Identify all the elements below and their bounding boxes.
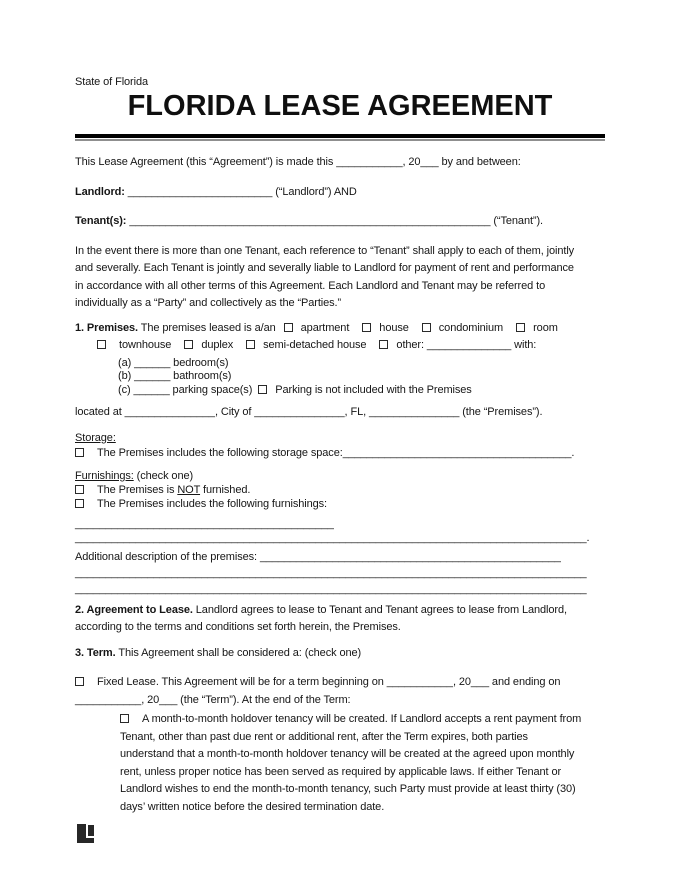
- checkbox-house[interactable]: [362, 323, 371, 332]
- fixed-lease-text: Fixed Lease. This Agreement will be for a term beginning on: [97, 676, 387, 688]
- term-end-date-blank[interactable]: ___________: [75, 693, 142, 706]
- furnishings-heading: [75, 469, 605, 483]
- furnishings-blank-2[interactable]: _____________________________________________________________________________________: [75, 531, 587, 544]
- additional-description-blank-1[interactable]: __________________________________________________: [259, 550, 561, 563]
- agreement-text-1: Landlord agrees to lease to Tenant and Tenant agrees to lease from Landlord,: [192, 603, 567, 616]
- checkbox-room[interactable]: [516, 323, 525, 332]
- furnishings-blank-1[interactable]: ___________________________________________: [75, 517, 334, 530]
- option-room: room: [533, 321, 558, 334]
- landlord-name-blank[interactable]: ________________________: [127, 185, 273, 198]
- intro-year-sep: , 20: [402, 156, 421, 168]
- fixed-sep-2: , 20: [141, 693, 160, 706]
- premises-heading: 1. Premises.: [75, 321, 139, 334]
- landlord-suffix: (“Landlord”) AND: [275, 185, 357, 198]
- checkbox-condominium[interactable]: [422, 323, 431, 332]
- storage-section: [75, 431, 605, 461]
- tenant-line: [75, 213, 605, 231]
- fixed-lease-line-1: [75, 674, 605, 692]
- checkbox-townhouse[interactable]: [97, 340, 106, 349]
- holdover-text: A month-to-month holdover tenancy will be created. If Landlord accepts a rent payment from: [142, 713, 582, 725]
- section-premises: [75, 320, 605, 422]
- fixed-lease-line-2: [75, 692, 605, 710]
- additional-blank-line-3: [75, 581, 605, 597]
- furnishings-blank-line-2: [75, 531, 605, 545]
- checkbox-storage-space[interactable]: [75, 448, 84, 457]
- bedrooms-line: [118, 357, 605, 371]
- item-c-tag: (c): [118, 383, 134, 396]
- parking-not-included-label: Parking is not included with the Premises: [275, 383, 472, 396]
- not-furnished-prefix: The Premises is: [97, 483, 178, 496]
- premises-items: [75, 357, 605, 398]
- bedrooms-label: bedroom(s): [170, 356, 229, 369]
- furnishings-heading-text: Furnishings:: [75, 469, 134, 482]
- not-furnished-line: [75, 483, 605, 497]
- city-blank[interactable]: _______________: [254, 406, 345, 418]
- term-start-year-blank[interactable]: ___: [470, 676, 489, 688]
- premises-row-2: [75, 337, 605, 355]
- additional-description-blank-3[interactable]: _____________________________________________________________________________________: [75, 582, 587, 595]
- agreement-line-1: [75, 602, 605, 620]
- fixed-mid-text: and ending on: [488, 676, 561, 688]
- item-b-tag: (b): [118, 370, 135, 382]
- document-title: FLORIDA LEASE AGREEMENT: [127, 90, 553, 122]
- furnishings-heading-suffix: (check one): [133, 469, 194, 482]
- located-suffix: (the “Premises”).: [459, 406, 543, 418]
- checkbox-holdover-tenancy[interactable]: [120, 714, 129, 723]
- term-start-date-blank[interactable]: ___________: [386, 676, 453, 688]
- header-divider: [75, 134, 605, 141]
- landlord-line: [75, 184, 605, 202]
- agreement-line-2: according to the terms and conditions set forth herein, the Premises.: [75, 621, 401, 633]
- checkbox-parking-not-included[interactable]: [258, 385, 267, 394]
- holdover-line: days’ written notice before the desired termination date.: [120, 800, 385, 813]
- option-condominium: condominium: [438, 321, 504, 334]
- fixed-lease-clause: [75, 674, 605, 709]
- option-townhouse: townhouse: [119, 339, 172, 351]
- checkbox-duplex[interactable]: [184, 340, 193, 349]
- state-label: State of Florida: [75, 76, 148, 88]
- option-house: house: [379, 321, 409, 334]
- document-content: [75, 76, 605, 816]
- intro-text: This Lease Agreement (this “Agreement”) is made this: [75, 156, 337, 168]
- premises-row-1: [75, 320, 605, 338]
- logo-bottom-bar: [77, 838, 94, 843]
- located-prefix: located at: [75, 406, 125, 418]
- holdover-line: Tenant, other than past due rent or additional rent, after the Term expires, both parties: [120, 730, 528, 743]
- additional-description-line: [75, 549, 605, 565]
- other-type-blank[interactable]: ______________: [426, 339, 512, 351]
- agreement-heading: 2. Agreement to Lease.: [75, 603, 193, 616]
- checkbox-not-furnished[interactable]: [75, 485, 84, 494]
- bathrooms-line: [118, 370, 605, 384]
- storage-heading-text: Storage:: [75, 431, 116, 444]
- not-word: NOT: [177, 483, 201, 496]
- with-label: with:: [511, 339, 537, 351]
- joint-clause-line: individually as a “Party” and collectively as the “Parties.”: [75, 297, 342, 309]
- parking-label: parking space(s): [169, 383, 253, 396]
- holdover-line: [120, 711, 605, 729]
- located-sep-fl: , FL,: [344, 406, 370, 418]
- option-apartment: apartment: [300, 321, 350, 334]
- checkbox-furnishings-included[interactable]: [75, 499, 84, 508]
- located-line: [75, 404, 605, 422]
- option-semi-detached: semi-detached house: [263, 339, 367, 351]
- section-term: [75, 645, 605, 663]
- furnishings-blank-period: .: [586, 531, 590, 544]
- street-address-blank[interactable]: _______________: [124, 406, 215, 418]
- intro-line: [75, 154, 605, 172]
- additional-description-label: Additional description of the premises:: [75, 550, 260, 563]
- holdover-line: understand that a month-to-month holdover tenancy will be created at the agreed upon monthly: [120, 748, 575, 760]
- storage-option-text: The Premises includes the following storage space:: [97, 446, 343, 459]
- storage-space-blank[interactable]: ______________________________________: [342, 446, 572, 459]
- tenant-suffix: (“Tenant”).: [493, 215, 543, 227]
- checkbox-semi-detached[interactable]: [246, 340, 255, 349]
- storage-option-line: [75, 446, 605, 461]
- additional-blank-line-2: [75, 565, 605, 581]
- parking-line: [118, 384, 605, 398]
- item-a-tag: (a): [118, 356, 135, 369]
- term-intro: This Agreement shall be considered a: (check one): [115, 646, 362, 659]
- holdover-clause: [120, 711, 605, 816]
- term-end-year-blank[interactable]: ___: [159, 693, 178, 706]
- furnishings-blank-line-1: [75, 517, 605, 531]
- joint-clause: [75, 243, 605, 313]
- furnishings-section: [75, 469, 605, 545]
- option-duplex: duplex: [201, 339, 234, 351]
- fixed-sep-1: , 20: [452, 676, 471, 688]
- made-date-blank[interactable]: ___________: [336, 156, 403, 168]
- checkbox-apartment[interactable]: [284, 323, 293, 332]
- parking-spaces-blank[interactable]: ______: [133, 383, 170, 396]
- holdover-line: Landlord wishes to end the month-to-month tenancy, such Party must provide at least thirty (30): [120, 783, 576, 795]
- term-heading: 3. Term.: [75, 646, 116, 659]
- holdover-line: rent, unless proper notice has been served as required by applicable laws. If either Tenant or: [120, 765, 562, 778]
- tenant-names-blank[interactable]: ____________________________________________________________: [129, 215, 491, 227]
- storage-heading: [75, 431, 605, 446]
- section-agreement-to-lease: [75, 602, 605, 637]
- bathrooms-blank[interactable]: ______: [134, 370, 171, 382]
- made-year-blank[interactable]: ___: [420, 156, 439, 168]
- landlord-label: Landlord:: [75, 185, 125, 198]
- option-other-label: other:: [396, 339, 427, 351]
- zip-blank[interactable]: _______________: [369, 406, 460, 418]
- tenant-label: Tenant(s):: [75, 215, 127, 227]
- checkbox-other[interactable]: [379, 340, 388, 349]
- additional-description-section: [75, 549, 605, 597]
- joint-clause-line: and severally. Each Tenant is jointly and severally liable to Landlord for payment of rent and performance: [75, 262, 574, 274]
- checkbox-fixed-lease[interactable]: [75, 677, 84, 686]
- storage-option-period: .: [571, 446, 575, 459]
- intro-suffix: by and between:: [438, 156, 521, 168]
- furnished-line: [75, 497, 605, 511]
- joint-clause-line: In the event there is more than one Tenant, each reference to “Tenant” shall apply to each of them, jointly: [75, 244, 575, 257]
- additional-description-blank-2[interactable]: _____________________________________________________________________________________: [75, 566, 587, 579]
- bathrooms-label: bathroom(s): [170, 370, 232, 382]
- premises-lead: The premises leased is a/an: [138, 321, 276, 334]
- not-furnished-suffix: furnished.: [200, 483, 251, 496]
- located-sep-city: , City of: [214, 406, 255, 418]
- bedrooms-blank[interactable]: ______: [134, 356, 171, 369]
- logo-corner-square: [88, 825, 94, 836]
- legal-templates-logo-icon: [77, 824, 94, 843]
- fixed-suffix-text: (the “Term”). At the end of the Term:: [177, 693, 351, 706]
- furnished-text: The Premises includes the following furnishings:: [97, 497, 327, 510]
- joint-clause-line: in accordance with all other terms of this Agreement. Each Landlord and Tenant may be referred to: [75, 279, 546, 292]
